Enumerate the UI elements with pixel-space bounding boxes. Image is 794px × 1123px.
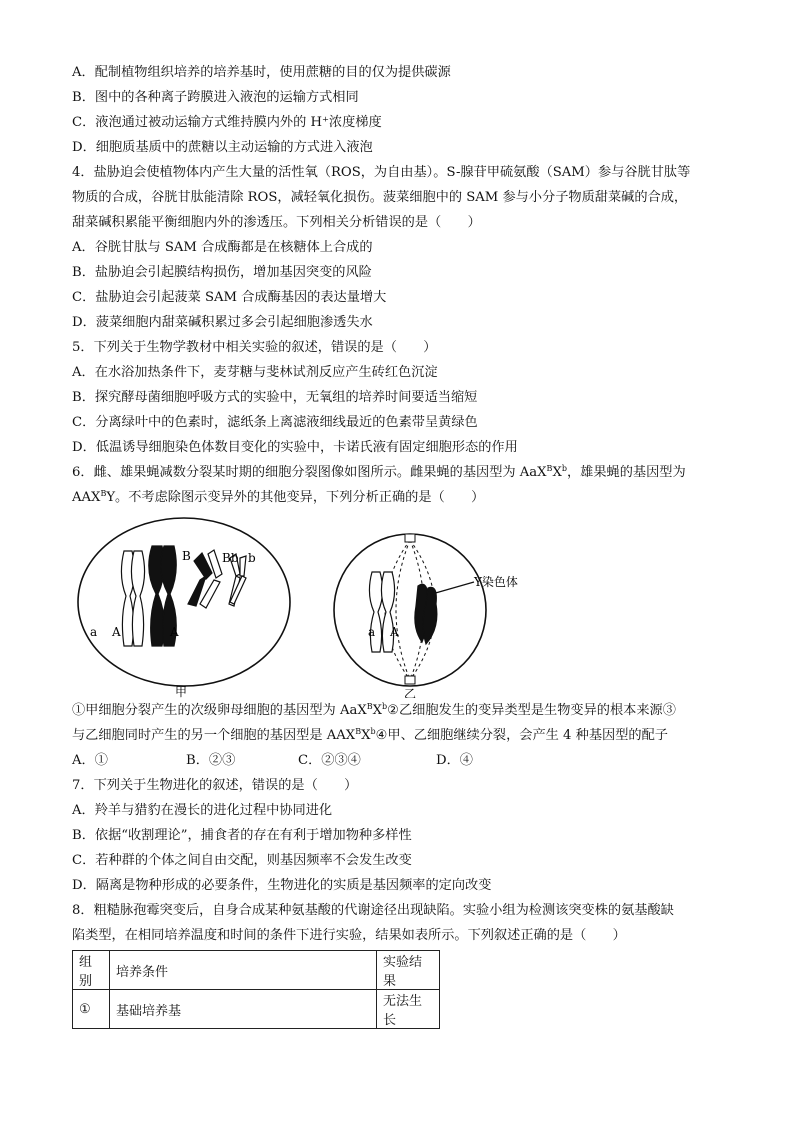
q6-statement-text: 与乙细胞同时产生的另一个细胞的基因型是 AAX xyxy=(72,728,356,743)
q6-option-a[interactable]: A．① xyxy=(72,753,108,768)
q6-option-c[interactable]: C．②③④ xyxy=(298,753,361,768)
q6-stem-line-1 xyxy=(72,460,722,485)
cell-a-label-b: b xyxy=(248,551,256,565)
q5-option-c[interactable]: C．分离绿叶中的色素时，滤纸条上离滤液细线最近的色素带呈黄绿色 xyxy=(72,415,478,430)
cell-b-label-A: A xyxy=(390,625,399,639)
cell-a-label-B: B xyxy=(182,549,191,563)
q6-stem-text: Y。不考虑除图示变异外的其他变异，下列分析正确的是（ ） xyxy=(106,490,485,505)
q6-stem-text: X xyxy=(552,465,562,480)
q6-statement-text: ①甲细胞分裂产生的次级卵母细胞的基因型为 AaX xyxy=(72,703,367,718)
cell-a-label-A-left: A xyxy=(112,625,121,639)
cell-b-chromosomes xyxy=(369,572,436,652)
cell-a-label-a: a xyxy=(90,625,98,639)
centriole-top xyxy=(405,534,415,542)
q7-option-c[interactable]: C．若种群的个体之间自由交配，则基因频率不会发生改变 xyxy=(72,853,412,868)
q6-statements-line-2 xyxy=(72,723,722,748)
sup-b: b xyxy=(382,702,388,711)
q8-stem-line-1: 8．粗糙脉孢霉突变后，自身合成某种氨基酸的代谢途径出现缺陷。实验小组为检测该突变株的氨基酸缺 xyxy=(72,903,674,918)
q4-stem-line-2: 物质的合成，谷胱甘肽能清除 ROS，减轻氧化损伤。菠菜细胞中的 SAM 参与小分子物质甜菜碱的合成， xyxy=(72,190,688,205)
q3-option-d[interactable]: D．细胞质基质中的蔗糖以主动运输的方式进入液泡 xyxy=(72,140,373,155)
cell-a-caption: 甲 xyxy=(175,685,188,698)
y-chromosome-label: Y染色体 xyxy=(474,575,518,589)
table-cell: ① xyxy=(73,990,110,1029)
table-header: 实验结果 xyxy=(377,951,440,990)
cell-a-membrane xyxy=(78,518,290,686)
table-cell: 基础培养基 xyxy=(110,990,377,1029)
q6-statement-text: ④甲、乙细胞继续分裂，会产生 4 种基因型的配子 xyxy=(375,728,668,743)
q8-stem-line-2: 陷类型，在相同培养温度和时间的条件下进行实验，结果如表所示。下列叙述正确的是（ ） xyxy=(72,928,626,943)
question-4 xyxy=(72,160,722,335)
cell-b-label-a: a xyxy=(368,625,376,639)
cell-a-label-A-right: A xyxy=(170,625,179,639)
q3-option-c[interactable]: C．液泡通过被动运输方式维持膜内外的 H⁺浓度梯度 xyxy=(72,115,382,130)
q5-option-a[interactable]: A．在水浴加热条件下，麦芽糖与斐林试剂反应产生砖红色沉淀 xyxy=(72,365,438,380)
sup-B: B xyxy=(366,702,373,711)
cell-a-label-Bb: Bb xyxy=(222,551,239,565)
q3-option-b[interactable]: B．图中的各种离子跨膜进入液泡的运输方式相同 xyxy=(72,90,359,105)
sup-b: b xyxy=(370,727,376,736)
q7-option-a[interactable]: A．羚羊与猎豹在漫长的进化过程中协同进化 xyxy=(72,803,333,818)
y-label-leader xyxy=(432,582,474,594)
q6-stem-text: 6．雌、雄果蝇减数分裂某时期的细胞分裂图像如图所示。雌果蝇的基因型为 AaX xyxy=(72,465,547,480)
sup-B: B xyxy=(546,464,553,473)
q5-option-d[interactable]: D．低温诱导细胞染色体数目变化的实验中，卡诺氏液有固定细胞形态的作用 xyxy=(72,440,518,455)
question-5 xyxy=(72,335,722,460)
question-7 xyxy=(72,773,722,898)
table-row xyxy=(73,990,440,1029)
sup-b: b xyxy=(561,464,567,473)
q4-option-b[interactable]: B．盐胁迫会引起膜结构损伤，增加基因突变的风险 xyxy=(72,265,372,280)
q4-stem-line-3: 甜菜碱积累能平衡细胞内外的渗透压。下列相关分析错误的是（ ） xyxy=(72,215,481,230)
q7-stem: 7．下列关于生物进化的叙述，错误的是（ ） xyxy=(72,778,358,793)
sup-B: B xyxy=(355,727,362,736)
exam-page xyxy=(72,60,722,1029)
sup-B: B xyxy=(100,489,107,498)
q3-option-a[interactable]: A．配制植物组织培养的培养基时，使用蔗糖的目的仅为提供碳源 xyxy=(72,65,451,80)
q4-option-c[interactable]: C．盐胁迫会引起菠菜 SAM 合成酶基因的表达量增大 xyxy=(72,290,387,305)
table-header: 组别 xyxy=(73,951,110,990)
q5-stem: 5．下列关于生物学教材中相关实验的叙述，错误的是（ ） xyxy=(72,340,437,355)
experiment-table xyxy=(72,950,440,1029)
q6-statements-line-1 xyxy=(72,698,722,723)
q4-option-a[interactable]: A．谷胱甘肽与 SAM 合成酶都是在核糖体上合成的 xyxy=(72,240,373,255)
q6-stem-line-2 xyxy=(72,485,722,510)
q7-option-d[interactable]: D．隔离是物种形成的必要条件，生物进化的实质是基因频率的定向改变 xyxy=(72,878,492,893)
cell-diagrams xyxy=(72,516,592,698)
q6-option-b[interactable]: B．②③ xyxy=(186,753,236,768)
cell-b-caption: 乙 xyxy=(404,687,417,698)
q4-option-d[interactable]: D．菠菜细胞内甜菜碱积累过多会引起细胞渗透失水 xyxy=(72,315,373,330)
q7-option-b[interactable]: B．依据“收割理论”，捕食者的存在有利于增加物种多样性 xyxy=(72,828,412,843)
centriole-bottom xyxy=(405,676,415,684)
q5-option-b[interactable]: B．探究酵母菌细胞呼吸方式的实验中，无氧组的培养时间要适当缩短 xyxy=(72,390,478,405)
question-8 xyxy=(72,898,722,1029)
q6-stem-text: ，雄果蝇的基因型为 xyxy=(566,465,686,480)
q3-options xyxy=(72,60,722,160)
question-6 xyxy=(72,460,722,773)
q4-stem-line-1: 4．盐胁迫会使植物体内产生大量的活性氧（ROS，为自由基）。S-腺苷甲硫氨酸（SAM）参与谷胱甘肽等 xyxy=(72,165,691,180)
table-header-row xyxy=(73,951,440,990)
q6-statement-text: ②乙细胞发生的变异类型是生物变异的根本来源③ xyxy=(387,703,676,718)
cell-b-membrane xyxy=(334,534,486,686)
cell-division-figure xyxy=(72,516,722,698)
q6-stem-text: AAX xyxy=(72,490,101,505)
q6-option-d[interactable]: D．④ xyxy=(436,753,473,768)
q6-statement-text: X xyxy=(372,703,382,718)
q6-statement-text: X xyxy=(361,728,371,743)
table-header: 培养条件 xyxy=(110,951,377,990)
table-cell: 无法生长 xyxy=(377,990,440,1029)
q6-options xyxy=(72,748,722,773)
